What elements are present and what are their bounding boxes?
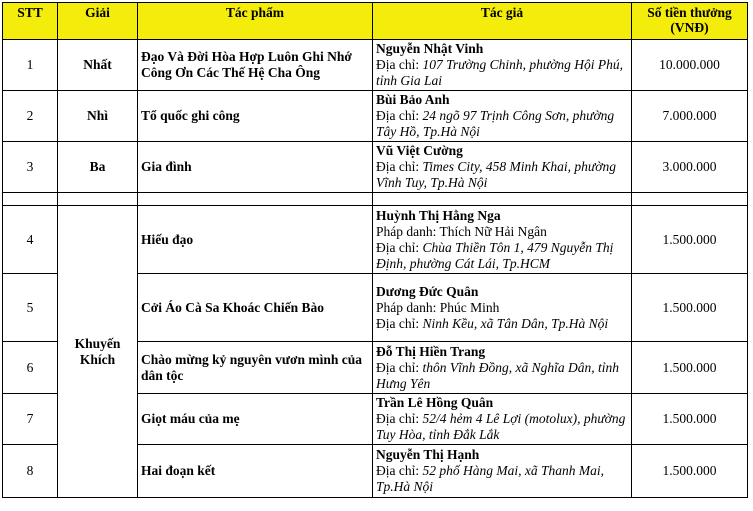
amount-cell: 1.500.000 [632,206,748,274]
author-cell [373,206,632,274]
author-address [376,159,628,191]
author-address [376,360,628,392]
stt-cell: 6 [3,342,58,394]
address-value: Ninh Kều, xã Tân Dân, Tp.Hà Nội [422,315,609,331]
author-dharma-name: Pháp danh: Phúc Minh [376,299,500,315]
address-value: thôn Vĩnh Đồng, xã Nghĩa Dân, tỉnh Hưng Yên [376,359,619,391]
author-name: Nguyễn Nhật Vinh [376,41,484,56]
spacer-cell [3,193,58,206]
amount-cell: 1.500.000 [632,274,748,342]
work-title: Tổ quốc ghi công [138,91,373,142]
author-cell [373,142,632,193]
work-title: Giọt máu của mẹ [138,394,373,445]
spacer-cell [373,193,632,206]
header-tac-gia: Tác giả [373,3,632,40]
work-title: Hai đoạn kết [138,445,373,498]
khuyen-khich-line2: Khích [79,351,116,367]
khuyen-khich-line1: Khuyến [74,335,121,351]
address-value: Times City, 458 Minh Khai, phường Vĩnh Tuy, Tp.Hà Nội [376,159,616,190]
stt-cell: 7 [3,394,58,445]
table-row [3,142,748,193]
author-address [376,316,628,332]
stt-cell: 5 [3,274,58,342]
address-label: Địa chỉ: [376,57,423,72]
author-address [376,411,628,443]
author-address [376,57,628,89]
prize-table [2,2,748,498]
author-cell [373,91,632,142]
author-dharma-name: Pháp danh: Thích Nữ Hải Ngân [376,223,547,239]
author-address [376,463,628,495]
table-row [3,91,748,142]
address-label: Địa chỉ: [376,108,423,123]
header-so-tien [632,3,748,40]
amount-cell: 10.000.000 [632,40,748,91]
header-so-tien-line2: (VNĐ) [670,20,709,35]
stt-cell: 4 [3,206,58,274]
author-cell [373,40,632,91]
header-stt: STT [3,3,58,40]
header-so-tien-line1: Số tiền thưởng [647,5,732,20]
author-address [376,108,628,140]
author-name: Dương Đức Quân [376,283,479,299]
address-label: Địa chỉ: [376,359,423,375]
amount-cell: 3.000.000 [632,142,748,193]
work-title: Hiếu đạo [138,206,373,274]
header-giai: Giải [58,3,138,40]
prize-cell: Ba [58,142,138,193]
stt-cell: 2 [3,91,58,142]
spacer-cell [138,193,373,206]
amount-cell: 1.500.000 [632,394,748,445]
author-address [376,240,628,272]
address-value: 52 phố Hàng Mai, xã Thanh Mai, Tp.Hà Nội [376,463,604,494]
header-tac-pham: Tác phẩm [138,3,373,40]
address-label: Địa chỉ: [376,315,423,331]
address-value: 52/4 hẻm 4 Lê Lợi (motolux), phường Tuy Hòa, tỉnh Đắk Lắk [376,411,626,442]
stt-cell: 1 [3,40,58,91]
spacer-cell [58,193,138,206]
author-name: Vũ Việt Cường [376,143,463,158]
address-label: Địa chỉ: [376,239,423,255]
stt-cell: 8 [3,445,58,498]
spacer-cell [632,193,748,206]
prize-cell-khuyen-khich [58,206,138,498]
prize-cell: Nhất [58,40,138,91]
amount-cell: 1.500.000 [632,342,748,394]
author-cell [373,394,632,445]
address-label: Địa chỉ: [376,411,423,426]
work-title: Cởi Áo Cà Sa Khoác Chiến Bào [138,274,373,342]
spacer-row [3,193,748,206]
table-row [3,40,748,91]
author-name: Bùi Bảo Anh [376,92,450,107]
prize-cell: Nhì [58,91,138,142]
author-name: Trần Lê Hồng Quân [376,395,494,410]
author-cell [373,342,632,394]
author-cell [373,445,632,498]
work-title: Gia đình [138,142,373,193]
work-title: Đạo Và Đời Hòa Hợp Luôn Ghi Nhớ Công Ơn Các Thế Hệ Cha Ông [138,40,373,91]
author-name: Huỳnh Thị Hằng Nga [376,207,501,223]
stt-cell: 3 [3,142,58,193]
address-value: 107 Trường Chinh, phường Hội Phú, tỉnh Gia Lai [376,57,624,88]
work-title: Chào mừng kỷ nguyên vươn mình của dân tộc [138,342,373,394]
address-label: Địa chỉ: [376,463,423,478]
table-row [3,206,748,274]
address-label: Địa chỉ: [376,159,423,174]
address-value: Chùa Thiền Tôn 1, 479 Nguyễn Thị Định, phường Cát Lái, Tp.HCM [376,239,614,271]
amount-cell: 7.000.000 [632,91,748,142]
amount-cell: 1.500.000 [632,445,748,498]
header-row [3,3,748,40]
address-value: 24 ngõ 97 Trịnh Công Sơn, phường Tây Hồ, Tp.Hà Nội [376,108,615,139]
author-cell [373,274,632,342]
author-name: Nguyễn Thị Hạnh [376,447,480,462]
author-name: Đỗ Thị Hiền Trang [376,343,486,359]
